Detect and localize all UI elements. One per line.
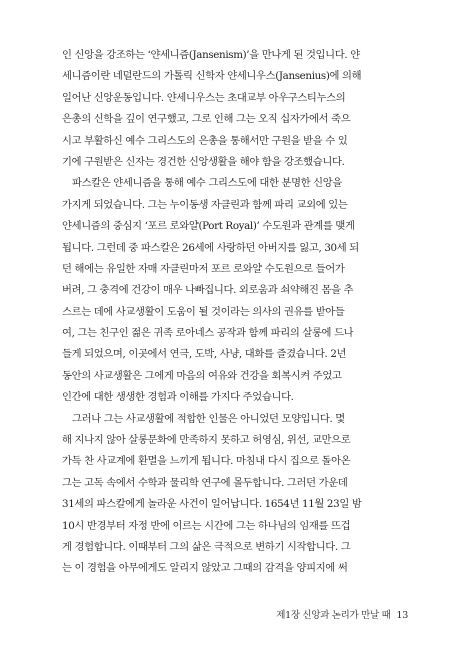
text-line: 세니즘이란 네덜란드의 가톨릭 신학자 얀세니우스(Jansenius)에 의해 (62, 70, 362, 83)
text-line: 해 지나지 않아 살롱문화에 만족하지 못하고 허영심, 위선, 교만으로 (62, 434, 351, 447)
text-line: 들게 되었으며, 이곳에서 연극, 도박, 사냥, 대화를 즐겼습니다. 2년 (62, 348, 347, 361)
text-line: 31세의 파스칼에게 놀라운 사건이 일어납니다. 1654년 11월 23일 밤 (62, 498, 362, 511)
text-line: 얀세니즘의 중심지 ‘포르 로와얄(Port Royal)’ 수도원과 관계를 맺게 (62, 220, 355, 233)
text-line: 여, 그는 친구인 젊은 귀족 로아네스 공작과 함께 파리의 살롱에 드나 (62, 327, 354, 340)
text-line: 던 해에는 유일한 자매 자클린마저 포르 로와얄 수도원으로 들어가 (62, 262, 345, 275)
text-line: 가득 찬 사교계에 환멸을 느끼게 됩니다. 마침내 다시 집으로 돌아온 (62, 455, 351, 468)
text-line: 게 경험합니다. 이때부터 그의 삶은 극적으로 변하기 시작합니다. 그 (62, 540, 351, 553)
text-line: 10시 반경부터 자정 반에 이르는 시간에 그는 하나님의 임재를 뜨겁 (62, 519, 351, 532)
text-line: 스르는 데에 사교생활이 도움이 될 것이라는 의사의 권유를 받아들 (62, 305, 345, 318)
text-line: 인 신앙을 강조하는 ‘얀세니즘(Jansenism)’을 만나게 된 것입니다. 얀 (62, 49, 360, 61)
text-line: 은총의 신학을 깊이 연구했고, 그로 인해 그는 오직 십자가에서 죽으 (62, 113, 351, 126)
paragraph-first-line: 그러나 그는 사교생활에 적합한 인물은 아니었던 모양입니다. 몇 (72, 412, 345, 425)
text-line: 동안의 사교생활은 그에게 마음의 여유와 건강을 회복시켜 주었고 (62, 369, 342, 382)
text-line: 시고 부활하신 예수 그리스도의 은총을 통해서만 구원을 받을 수 있 (62, 134, 348, 147)
text-line: 버려, 그 충격에 건강이 매우 나빠집니다. 외로움과 쇠약해진 몸을 추 (62, 284, 354, 297)
running-footer (276, 607, 408, 621)
text-line: 그는 고독 속에서 수학과 물리학 연구에 몰두합니다. 그러던 가운데 (62, 476, 348, 489)
text-line: 일어난 신앙운동입니다. 얀세니우스는 초대교부 아우구스티누스의 (62, 91, 346, 104)
text-line: 기에 구원받은 신자는 경건한 신앙생활을 해야 함을 강조했습니다. (62, 155, 345, 168)
paragraph-first-line: 파스칼은 얀세니즘을 통해 예수 그리스도에 대한 분명한 신앙을 (72, 177, 342, 190)
text-line: 가지게 되었습니다. 그는 누이동생 자클린과 함께 파리 교외에 있는 (62, 198, 348, 211)
text-line: 는 이 경험을 아무에게도 알리지 않았고 그때의 감격을 양피지에 써 (62, 562, 348, 575)
text-line: 됩니다. 그런데 중 파스칼은 26세에 사랑하던 아버지를 잃고, 30세 되 (62, 241, 359, 254)
body-text (62, 45, 410, 580)
text-line: 인간에 대한 생생한 경험과 이해를 가지다 주었습니다. (62, 391, 294, 404)
page-number: 13 (396, 610, 408, 621)
chapter-title: 제1장 신앙과 논리가 만날 때 (276, 610, 391, 621)
